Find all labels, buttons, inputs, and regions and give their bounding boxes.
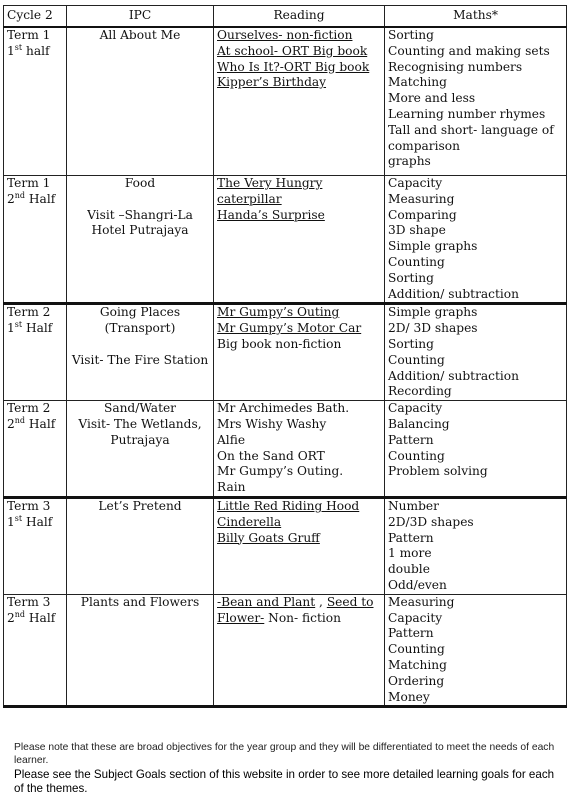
half-number: 1: [7, 321, 15, 336]
term-label: Term 2: [7, 305, 51, 320]
reading-title: -Bean and Plant: [217, 594, 316, 609]
maths-topic: Recognising numbers: [388, 59, 523, 74]
maths-topic: Capacity: [388, 176, 443, 190]
maths-topic: Matching: [388, 75, 447, 90]
half-label: [7, 321, 63, 337]
table-row: [4, 176, 567, 304]
half-ordinal-suffix: st: [14, 320, 23, 330]
maths-topic: Counting and making sets: [388, 43, 550, 58]
half-label: [7, 611, 63, 627]
maths-topic: Sorting: [388, 28, 434, 42]
table-row: [4, 27, 567, 176]
maths-cell: [385, 401, 567, 498]
reading-title: Mr Gumpy’s Outing: [217, 305, 340, 320]
ipc-topic-line: Visit –Shangri-La: [87, 207, 193, 222]
maths-topic: Matching: [388, 657, 447, 672]
curriculum-document: [3, 5, 566, 708]
ipc-topic-line: All About Me: [99, 28, 181, 42]
term-cell: [4, 176, 67, 304]
header-reading: Reading: [214, 6, 385, 28]
spacer: [70, 192, 210, 208]
reading-title: Kipper’s Birthday: [217, 75, 327, 90]
maths-topic: Ordering: [388, 673, 445, 688]
term-cell: [4, 497, 67, 594]
maths-topic: Sorting: [388, 270, 434, 285]
half-ordinal-suffix: nd: [14, 609, 26, 619]
maths-topic: double: [388, 562, 430, 577]
term-cell: [4, 594, 67, 707]
maths-topic: 2D/3D shapes: [388, 514, 474, 529]
ipc-topic-line: Going Places: [99, 305, 181, 320]
maths-topic: Simple graphs: [388, 305, 478, 320]
maths-topic: graphs: [388, 154, 431, 169]
maths-topic: Addition/ subtraction: [388, 286, 519, 301]
header-maths: Maths*: [385, 6, 567, 28]
table-row: [4, 304, 567, 401]
reading-title: Alfie: [217, 432, 246, 447]
reading-title: At school- ORT Big book: [217, 43, 368, 58]
half-number: 2: [7, 191, 15, 206]
ipc-topic-line: (Transport): [104, 321, 176, 336]
half-ordinal-suffix: nd: [14, 415, 26, 425]
reading-cell: [214, 27, 385, 176]
reading-title: Mr Gumpy’s Motor Car: [217, 321, 362, 336]
maths-topic: comparison: [388, 138, 460, 153]
maths-topic: Odd/even: [388, 577, 447, 592]
maths-topic: 2D/ 3D shapes: [388, 321, 478, 336]
half-number: 2: [7, 416, 15, 431]
maths-topic: Balancing: [388, 416, 450, 431]
ipc-cell: [67, 594, 214, 707]
reading-title: Mr Archimedes Bath.: [217, 401, 350, 416]
maths-topic: Capacity: [388, 401, 443, 416]
half-label: [7, 417, 63, 433]
half-number: 1: [7, 43, 15, 58]
term-label: Term 2: [7, 401, 51, 416]
reading-title: Little Red Riding Hood: [217, 498, 360, 513]
reading-text: Non- fiction: [264, 610, 341, 625]
ipc-cell: [67, 27, 214, 176]
reading-title: Mr Gumpy’s Outing.: [217, 464, 344, 479]
maths-cell: [385, 594, 567, 707]
maths-topic: Capacity: [388, 610, 443, 625]
table-row: [4, 497, 567, 594]
reading-title: Big book non-fiction: [217, 336, 342, 351]
maths-topic: Problem solving: [388, 464, 488, 479]
ipc-cell: [67, 304, 214, 401]
header-ipc: IPC: [67, 6, 214, 28]
ipc-topic-line: Visit- The Fire Station: [71, 352, 209, 367]
header-cycle: Cycle 2: [4, 6, 67, 28]
reading-cell: [214, 304, 385, 401]
reading-title: Cinderella: [217, 514, 282, 529]
maths-topic: Measuring: [388, 594, 455, 609]
maths-topic: Recording: [388, 384, 452, 399]
reading-title: Who Is It?-ORT Big book: [217, 59, 370, 74]
maths-topic: 3D shape: [388, 223, 446, 238]
maths-topic: Number: [388, 498, 439, 513]
ipc-cell: [67, 401, 214, 498]
maths-cell: [385, 497, 567, 594]
maths-topic: Simple graphs: [388, 239, 478, 254]
maths-cell: [385, 304, 567, 401]
reading-title: Billy Goats Gruff: [217, 530, 320, 545]
maths-cell: [385, 27, 567, 176]
maths-topic: More and less: [388, 91, 476, 106]
half-ordinal-suffix: st: [14, 513, 23, 523]
term-label: Term 3: [7, 594, 51, 609]
maths-topic: 1 more: [388, 546, 432, 561]
maths-topic: Counting: [388, 352, 445, 367]
subject-goals-note: Please see the Subject Goals section of this website in order to see more detailed learning goals for each of the themes.: [14, 768, 555, 795]
half-word: half: [25, 43, 50, 58]
reading-cell: [214, 401, 385, 498]
maths-topic: Counting: [388, 254, 445, 269]
reading-cell: [214, 497, 385, 594]
maths-cell: [385, 176, 567, 304]
term-label: Term 1: [7, 176, 51, 190]
half-word: Half: [28, 191, 56, 206]
reading-title: caterpillar: [217, 191, 282, 206]
half-number: 2: [7, 610, 15, 625]
reading-title: Seed to: [326, 594, 374, 609]
half-ordinal-suffix: nd: [14, 190, 26, 200]
reading-text: ,: [315, 594, 327, 609]
table-body: [4, 27, 567, 707]
curriculum-table: [3, 5, 567, 708]
reading-title: On the Sand ORT: [217, 448, 325, 463]
maths-topic: Pattern: [388, 530, 434, 545]
spacer: [70, 337, 210, 353]
ipc-topic-line: Putrajaya: [110, 432, 170, 447]
half-label: [7, 44, 63, 60]
maths-topic: Pattern: [388, 432, 434, 447]
term-cell: [4, 27, 67, 176]
reading-cell: [214, 594, 385, 707]
differentiation-note: Please note that these are broad objectives for the year group and they will be differentiated to meet the needs of each learner.: [14, 742, 555, 766]
maths-topic: Money: [388, 689, 430, 704]
term-cell: [4, 304, 67, 401]
table-row: [4, 401, 567, 498]
ipc-cell: [67, 176, 214, 304]
maths-topic: Sorting: [388, 336, 434, 351]
half-label: [7, 515, 63, 531]
reading-title: Mrs Wishy Washy: [217, 416, 327, 431]
half-ordinal-suffix: st: [14, 42, 23, 52]
reading-title: Flower-: [217, 610, 265, 625]
half-word: Half: [25, 514, 53, 529]
half-word: Half: [28, 610, 56, 625]
maths-topic: Measuring: [388, 191, 455, 206]
half-number: 1: [7, 514, 15, 529]
table-row: [4, 594, 567, 707]
ipc-topic-line: Hotel Putrajaya: [91, 223, 189, 238]
maths-topic: Pattern: [388, 626, 434, 641]
ipc-topic-line: Let’s Pretend: [98, 498, 182, 513]
maths-topic: Comparing: [388, 207, 457, 222]
maths-topic: Learning number rhymes: [388, 106, 546, 121]
reading-line: [217, 595, 381, 611]
half-word: Half: [28, 416, 56, 431]
reading-title: Handa’s Surprise: [217, 207, 325, 222]
half-word: Half: [25, 321, 53, 336]
maths-topic: Addition/ subtraction: [388, 368, 519, 383]
ipc-topic-line: Sand/Water: [103, 401, 177, 416]
term-label: Term 3: [7, 498, 51, 513]
maths-topic: Counting: [388, 642, 445, 657]
reading-title: Ourselves- non-fiction: [217, 28, 353, 42]
term-cell: [4, 401, 67, 498]
reading-title: The Very Hungry: [217, 176, 323, 190]
reading-cell: [214, 176, 385, 304]
ipc-cell: [67, 497, 214, 594]
maths-topic: Tall and short- language of: [388, 122, 554, 137]
ipc-topic-line: Visit- The Wetlands,: [78, 416, 202, 431]
ipc-topic-line: Plants and Flowers: [80, 594, 200, 609]
reading-title: Rain: [217, 480, 246, 495]
reading-line: [217, 611, 381, 627]
table-header-row: [4, 6, 567, 28]
term-label: Term 1: [7, 28, 51, 42]
maths-topic: Counting: [388, 448, 445, 463]
ipc-topic-line: Food: [124, 176, 156, 190]
half-label: [7, 192, 63, 208]
